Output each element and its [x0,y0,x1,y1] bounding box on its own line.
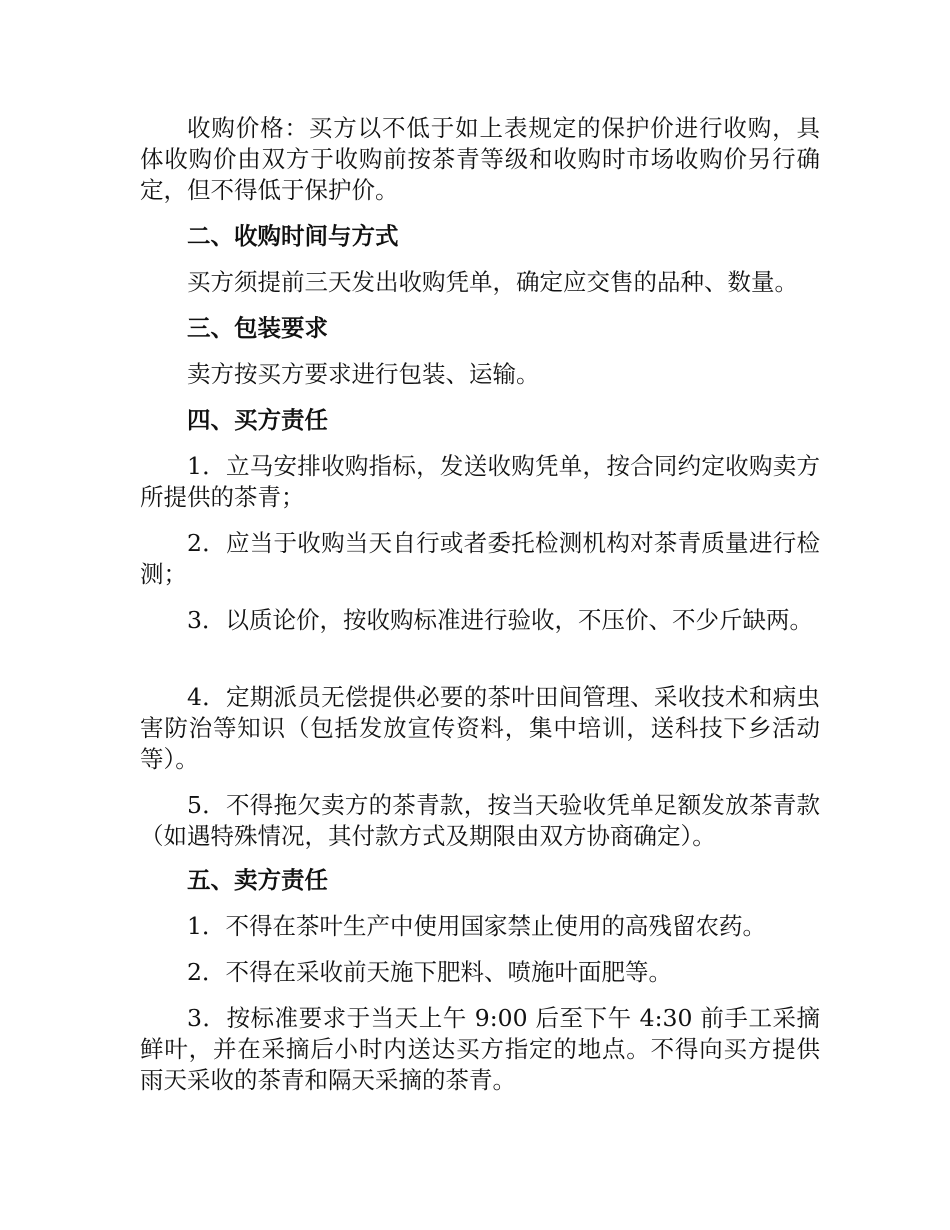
section-heading-time: 二、收购时间与方式 [187,222,399,250]
section-heading-buyer: 四、买方责任 [187,406,328,434]
buyer-item: 5．不得拖欠卖方的茶青款，按当天验收凭单足额发放茶青款（如遇特殊情况，其付款方式及期限由双方协商确定）。 [140,791,820,850]
buyer-item: 2．应当于收购当天自行或者委托检测机构对茶青质量进行检测； [140,529,820,588]
packaging-paragraph: 卖方按买方要求进行包装、运输。 [187,360,540,388]
seller-item: 3．按标准要求于当天上午 9:00 后至下午 4:30 前手工采摘鲜叶，并在采摘后小时内送达买方指定的地点。不得向买方提供雨天采收的茶青和隔天采摘的茶青。 [140,1004,820,1094]
seller-item: 2．不得在采收前天施下肥料、喷施叶面肥等。 [187,958,672,986]
section-heading-packaging: 三、包装要求 [187,314,328,342]
buyer-item: 1．立马安排收购指标，发送收购凭单，按合同约定收购卖方所提供的茶青； [140,452,820,511]
buyer-item: 4．定期派员无偿提供必要的茶叶田间管理、采收技术和病虫害防治等知识（包括发放宣传资料，集中培训，送科技下乡活动等）。 [140,683,820,773]
buyer-item: 3．以质论价，按收购标准进行验收，不压价、不少斤缺两。 [187,606,813,634]
seller-item: 1．不得在茶叶生产中使用国家禁止使用的高残留农药。 [187,912,766,940]
section-heading-seller: 五、卖方责任 [187,866,328,894]
price-paragraph: 收购价格：买方以不低于如上表规定的保护价进行收购，具体收购价由双方于收购前按茶青等级和收购时市场收购价另行确定，但不得低于保护价。 [140,114,820,204]
time-paragraph: 买方须提前三天发出收购凭单，确定应交售的品种、数量。 [187,268,798,296]
